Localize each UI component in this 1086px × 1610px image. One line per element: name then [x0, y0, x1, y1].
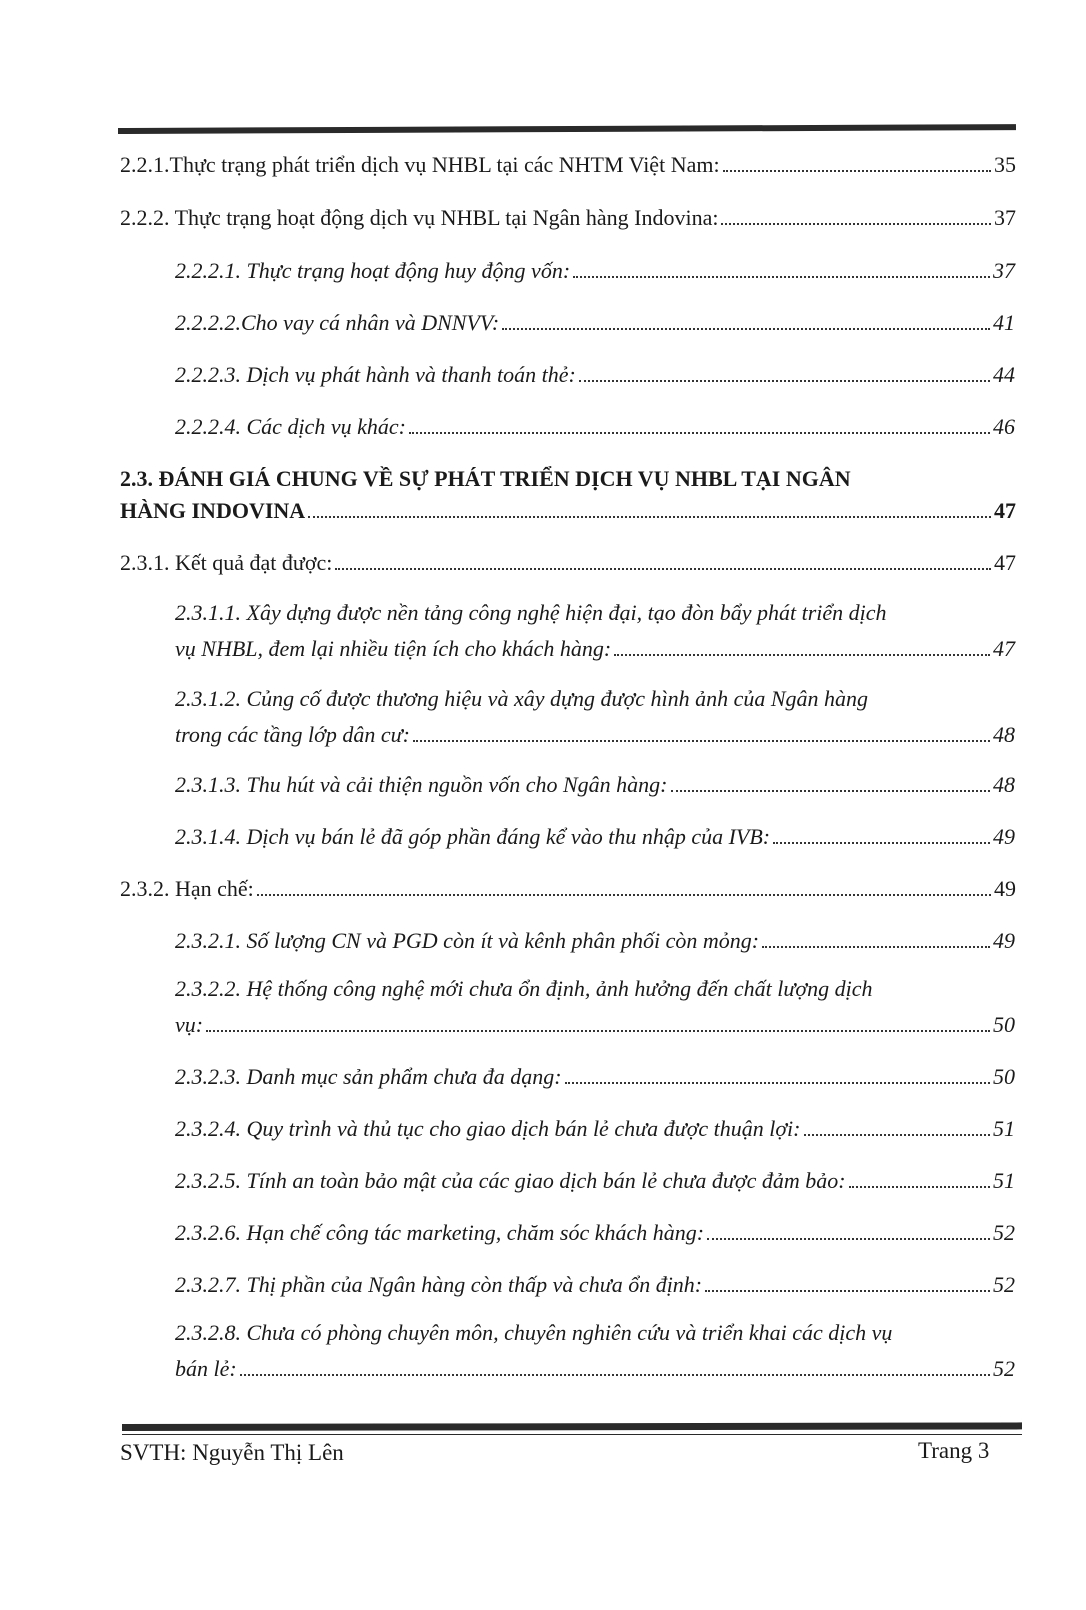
footer-author: SVTH: Nguyễn Thị Lên [120, 1440, 344, 1465]
dot-leader [308, 516, 991, 518]
dot-leader [240, 1374, 990, 1376]
toc-entry [175, 636, 1015, 662]
footer-page-number: Trang 3 [918, 1438, 990, 1463]
toc-entry [120, 152, 1016, 178]
toc-entry-title: trong các tầng lớp dân cư: [175, 722, 410, 747]
toc-entry-page: 37 [994, 205, 1016, 230]
footer-rule [122, 1422, 1022, 1431]
toc-entry-title: 2.2.2. Thực trạng hoạt động dịch vụ NHBL tại Ngân hàng Indovina: [120, 205, 719, 230]
toc-entry [120, 550, 1016, 576]
toc-entry-line1: 2.3.2.2. Hệ thống công nghệ mới chưa ổn định, ảnh hưởng đến chất lượng dịch [175, 976, 873, 1001]
dot-leader [762, 946, 990, 948]
dot-leader [409, 432, 990, 434]
toc-entry [175, 722, 1015, 748]
toc-entry-title: 2.3.2.7. Thị phần của Ngân hàng còn thấp và chưa ổn định: [175, 1272, 703, 1297]
toc-entry-page: 48 [993, 722, 1015, 747]
toc-entry-title: 2.2.2.3. Dịch vụ phát hành và thanh toán thẻ: [175, 362, 576, 387]
toc-entry [175, 362, 1015, 388]
toc-entry [175, 928, 1015, 954]
toc-entry-page: 52 [993, 1220, 1015, 1245]
toc-entry-title: 2.3.2.5. Tính an toàn bảo mật của các giao dịch bán lẻ chưa được đảm bảo: [175, 1168, 846, 1193]
dot-leader [849, 1186, 990, 1188]
toc-entry [175, 1220, 1015, 1246]
toc-entry [175, 1356, 1015, 1382]
toc-entry-title: 2.3.2.6. Hạn chế công tác marketing, chăm sóc khách hàng: [175, 1220, 705, 1245]
toc-entry-title: HÀNG INDOVINA [120, 498, 306, 523]
toc-entry-title: 2.3.1. Kết quả đạt được: [120, 550, 333, 575]
toc-entry-page: 52 [993, 1272, 1015, 1297]
toc-entry-page: 51 [993, 1168, 1015, 1193]
dot-leader [721, 223, 991, 225]
dot-leader [565, 1082, 990, 1084]
toc-entry [175, 1064, 1015, 1090]
toc-entry-line1: 2.3.1.1. Xây dựng được nền tảng công nghệ hiện đại, tạo đòn bẩy phát triển dịch [175, 600, 887, 625]
toc-entry-page: 49 [993, 824, 1015, 849]
toc-entry-title: 2.2.2.1. Thực trạng hoạt động huy động vốn: [175, 258, 571, 283]
toc-entry [175, 1012, 1015, 1038]
toc-entry-page: 41 [993, 310, 1015, 335]
toc-section-heading-line1: 2.3. ĐÁNH GIÁ CHUNG VỀ SỰ PHÁT TRIỂN DỊCH VỤ NHBL TẠI NGÂN [120, 466, 851, 491]
dot-leader [573, 276, 990, 278]
toc-entry-title: 2.2.2.4. Các dịch vụ khác: [175, 414, 406, 439]
dot-leader [707, 1238, 990, 1240]
dot-leader [502, 328, 990, 330]
toc-entry [175, 1168, 1015, 1194]
toc-entry-page: 49 [994, 876, 1016, 901]
dot-leader [723, 170, 991, 172]
dot-leader [335, 568, 991, 570]
dot-leader [705, 1290, 990, 1292]
toc-entry-page: 37 [993, 258, 1015, 283]
toc-entry [175, 414, 1015, 440]
toc-entry [175, 310, 1015, 336]
toc-entry-title: bán lẻ: [175, 1356, 237, 1381]
toc-entry-page: 50 [993, 1012, 1015, 1037]
dot-leader [773, 842, 990, 844]
toc-entry-page: 47 [994, 498, 1016, 523]
dot-leader [804, 1134, 991, 1136]
toc-entry-page: 47 [993, 636, 1015, 661]
toc-entry-title: vụ NHBL, đem lại nhiều tiện ích cho khách hàng: [175, 636, 612, 661]
toc-entry-page: 51 [993, 1116, 1015, 1141]
toc-entry-title: 2.3.2. Hạn chế: [120, 876, 254, 901]
toc-entry-title: 2.3.2.3. Danh mục sản phẩm chưa đa dạng: [175, 1064, 562, 1089]
footer-rule-thin [122, 1434, 1022, 1435]
toc-entry-title: 2.3.1.4. Dịch vụ bán lẻ đã góp phần đáng kể vào thu nhập của IVB: [175, 824, 771, 849]
dot-leader [614, 654, 990, 656]
header-rule [118, 124, 1016, 134]
toc-entry [175, 824, 1015, 850]
dot-leader [257, 894, 991, 896]
dot-leader [579, 380, 990, 382]
toc-entry-page: 35 [994, 152, 1016, 177]
toc-entry-title: 2.3.2.1. Số lượng CN và PGD còn ít và kênh phân phối còn mỏng: [175, 928, 760, 953]
toc-entry-title: 2.3.1.3. Thu hút và cải thiện nguồn vốn cho Ngân hàng: [175, 772, 668, 797]
toc-entry-title: 2.3.2.4. Quy trình và thủ tục cho giao dịch bán lẻ chưa được thuận lợi: [175, 1116, 801, 1141]
toc-entry-page: 49 [993, 928, 1015, 953]
toc-entry [175, 258, 1015, 284]
toc-entry [120, 205, 1016, 231]
toc-entry-page: 48 [993, 772, 1015, 797]
toc-entry [120, 876, 1016, 902]
toc-entry-page: 44 [993, 362, 1015, 387]
toc-entry-title: 2.2.1.Thực trạng phát triển dịch vụ NHBL tại các NHTM Việt Nam: [120, 152, 720, 177]
dot-leader [413, 740, 990, 742]
toc-entry [175, 772, 1015, 798]
dot-leader [671, 790, 990, 792]
toc-entry-page: 50 [993, 1064, 1015, 1089]
toc-entry-line1: 2.3.1.2. Củng cố được thương hiệu và xây dựng được hình ảnh của Ngân hàng [175, 686, 869, 711]
toc-entry-title: 2.2.2.2.Cho vay cá nhân và DNNVV: [175, 310, 500, 335]
dot-leader [206, 1030, 990, 1032]
toc-entry-page: 47 [994, 550, 1016, 575]
toc-entry [175, 1272, 1015, 1298]
toc-entry [120, 498, 1016, 524]
toc-entry-line1: 2.3.2.8. Chưa có phòng chuyên môn, chuyên nghiên cứu và triển khai các dịch vụ [175, 1320, 893, 1345]
toc-entry-title: vụ: [175, 1012, 204, 1037]
toc-entry-page: 52 [993, 1356, 1015, 1381]
toc-entry [175, 1116, 1015, 1142]
toc-entry-page: 46 [993, 414, 1015, 439]
